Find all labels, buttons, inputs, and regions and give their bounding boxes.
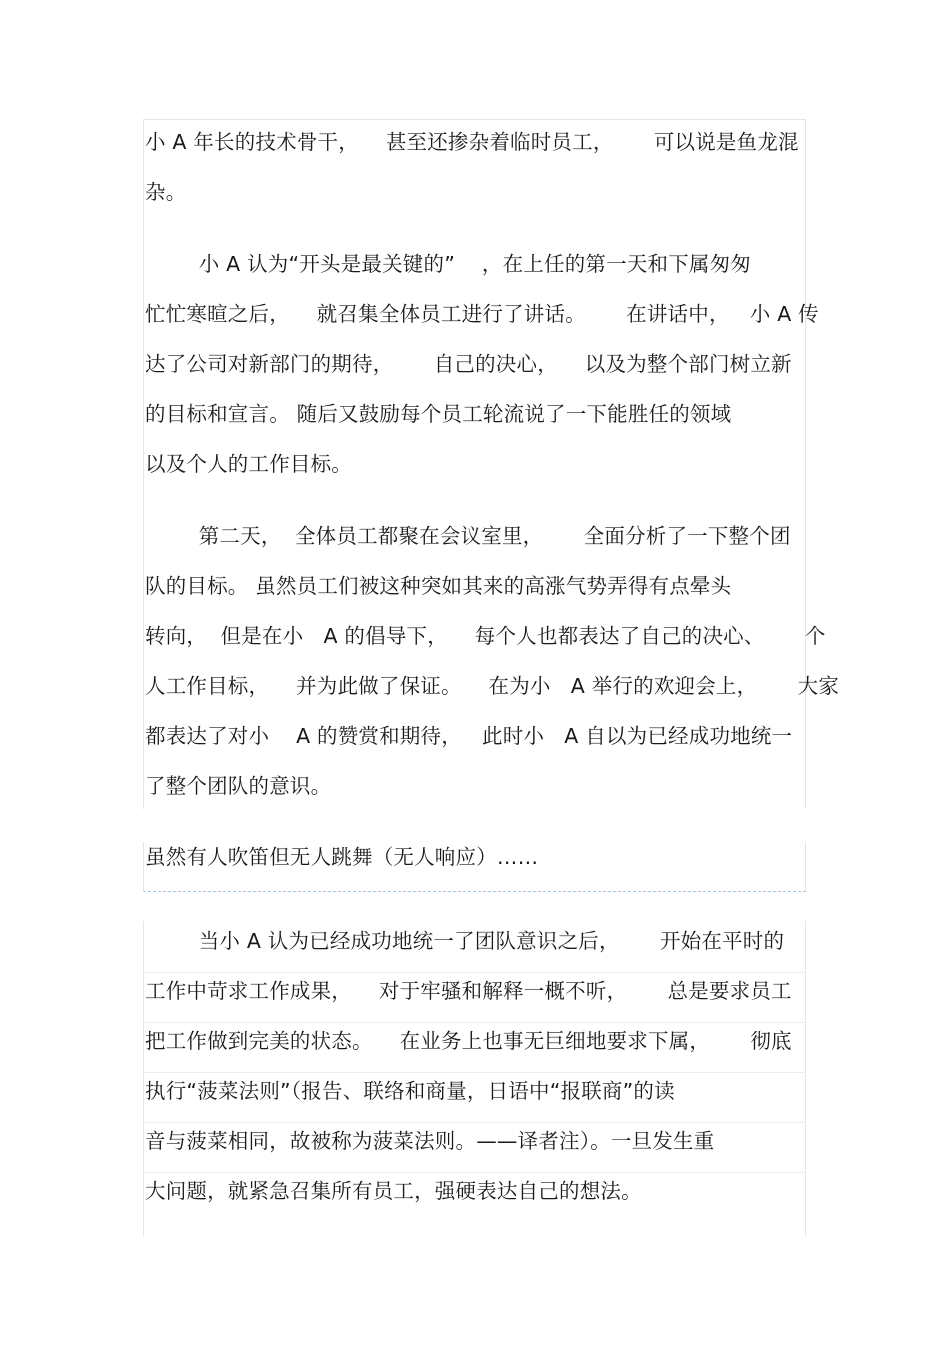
paragraph-line: 小 A 年长的技术骨干， 甚至还掺杂着临时员工， 可以说是鱼龙混 — [145, 130, 799, 154]
line-rule — [143, 1122, 806, 1123]
paragraph-line: 工作中苛求工作成果， 对于牢骚和解释一概不听， 总是要求员工 — [145, 979, 792, 1003]
section-heading: 虽然有人吹笛但无人跳舞（无人响应）…… — [145, 845, 539, 869]
paragraph-line: 第二天， 全体员工都聚在会议室里， 全面分析了一下整个团 — [145, 524, 791, 548]
paragraph-line: 转向， 但是在小 A 的倡导下， 每个人也都表达了自己的决心、 个 — [145, 624, 826, 648]
paragraph-line: 以及个人的工作目标。 — [145, 452, 352, 476]
paragraph-line: 杂。 — [145, 180, 187, 204]
paragraph-line: 大问题，就紧急召集所有员工，强硬表达自己的想法。 — [145, 1179, 642, 1203]
paragraph-line: 忙忙寒暄之后， 就召集全体员工进行了讲话。 在讲话中， 小 A 传 — [145, 302, 819, 326]
line-rule — [143, 1022, 806, 1023]
paragraph-line: 都表达了对小 A 的赞赏和期待， 此时小 A 自以为已经成功地统一 — [145, 724, 793, 748]
paragraph-line: 当小 A 认为已经成功地统一了团队意识之后， 开始在平时的 — [145, 929, 785, 953]
paragraph-line: 音与菠菜相同，故被称为菠菜法则。——译者注）。一旦发生重 — [145, 1129, 715, 1153]
paragraph-line: 人工作目标， 并为此做了保证。 在为小 A 举行的欢迎会上， 大家 — [145, 674, 840, 698]
line-rule — [143, 1072, 806, 1073]
paragraph-line: 队的目标。 虽然员工们被这种突如其来的高涨气势弄得有点晕头 — [145, 574, 732, 598]
line-rule — [143, 972, 806, 973]
paragraph-line: 达了公司对新部门的期待， 自己的决心， 以及为整个部门树立新 — [145, 352, 792, 376]
paragraph-line: 执行“菠菜法则”（报告、联络和商量，日语中“报联商”的读 — [145, 1079, 675, 1103]
paragraph-line: 的目标和宣言。 随后又鼓励每个员工轮流说了一下能胜任的领域 — [145, 402, 732, 426]
paragraph-line: 了整个团队的意识。 — [145, 774, 332, 798]
paragraph-line: 把工作做到完美的状态。 在业务上也事无巨细地要求下属， 彻底 — [145, 1029, 792, 1053]
paragraph-line: 小 A 认为“开头是最关键的” ，在上任的第一天和下属匆匆 — [145, 252, 751, 276]
line-rule — [143, 1172, 806, 1173]
